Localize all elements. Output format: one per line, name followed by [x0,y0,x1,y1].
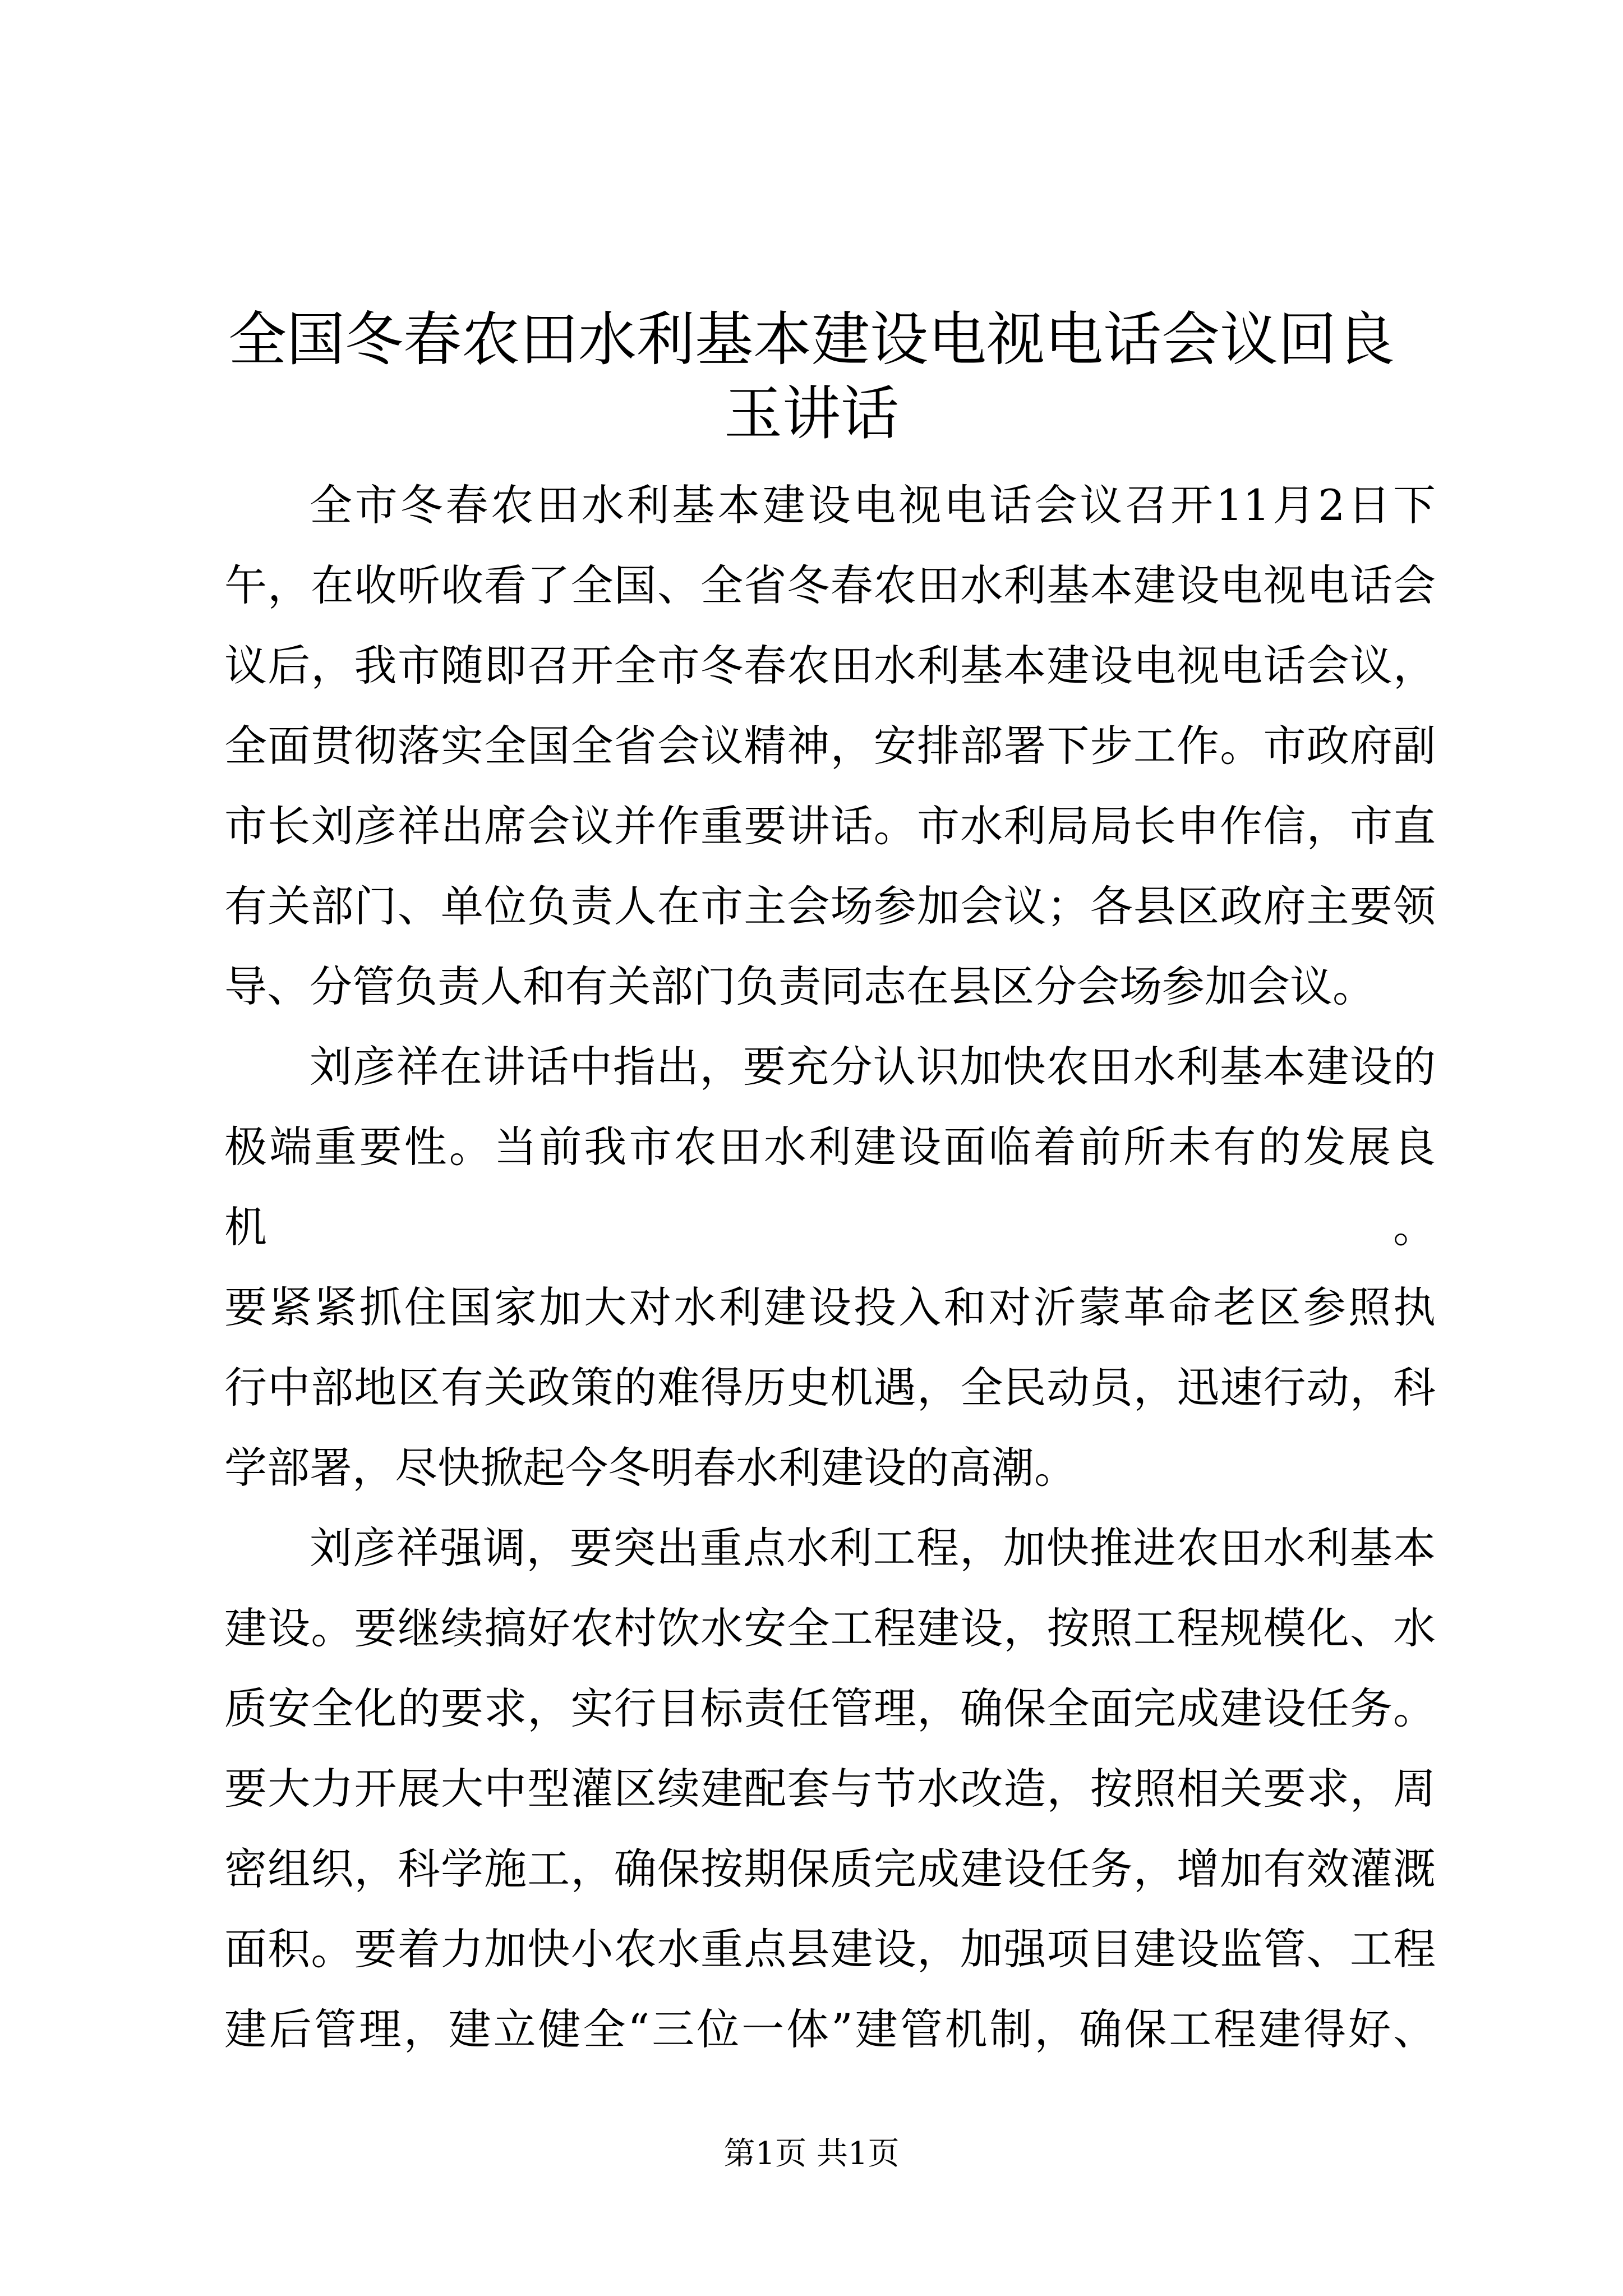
text-line: 要紧紧抓住国家加大对水利建设投入和对沂蒙革命老区参照执 [224,1282,1436,1332]
text-line: 建后管理，建立健全“三位一体”建管机制，确保工程建得好、 [224,2004,1436,2054]
paragraph [224,1508,1436,2069]
text-line: 议后，我市随即召开全市冬春农田水利基本建设电视电话会议， [224,641,1436,691]
text-line: 有关部门、单位负责人在市主会场参加会议；各县区政府主要领 [224,881,1436,931]
paragraph [224,465,1436,1027]
text-line: 学部署，尽快掀起今冬明春水利建设的高潮。 [224,1443,1077,1493]
text-line: 质安全化的要求，实行目标责任管理，确保全面完成建设任务。 [224,1683,1436,1733]
text-line: 极端重要性。当前我市农田水利建设面临着前所未有的发展良机。 [224,1122,1436,1252]
text-line: 刘彦祥强调，要突出重点水利工程，加快推进农田水利基本 [310,1523,1436,1573]
title-line: 玉讲话 [723,379,899,448]
text-line: 刘彦祥在讲话中指出，要充分认识加快农田水利基本建设的 [310,1042,1436,1092]
text-line: 全市冬春农田水利基本建设电视电话会议召开11月2日下 [310,480,1436,530]
text-line: 午，在收听收看了全国、全省冬春农田水利基本建设电视电话会 [224,560,1436,610]
text-line: 全面贯彻落实全国全省会议精神，安排部署下步工作。市政府副 [224,721,1436,771]
text-line: 市长刘彦祥出席会议并作重要讲话。市水利局局长申作信，市直 [224,801,1436,851]
text-line: 行中部地区有关政策的难得历史机遇，全民动员，迅速行动，科 [224,1363,1436,1412]
document-body [224,465,1436,2069]
title-line: 全国冬春农田水利基本建设电视电话会议回良 [228,305,1395,374]
text-line: 建设。要继续搞好农村饮水安全工程建设，按照工程规模化、水 [224,1603,1436,1653]
document-title [195,302,1428,450]
text-line: 要大力开展大中型灌区续建配套与节水改造，按照相关要求，周 [224,1764,1436,1814]
paragraph [224,1027,1436,1508]
text-line: 密组织，科学施工，确保按期保质完成建设任务，增加有效灌溉 [224,1844,1436,1894]
page-number-footer: 第1页 共1页 [723,2136,900,2172]
text-line: 面积。要着力加快小农水重点县建设，加强项目建设监管、工程 [224,1924,1436,1974]
text-line: 导、分管负责人和有关部门负责同志在县区分会场参加会议。 [224,961,1375,1011]
